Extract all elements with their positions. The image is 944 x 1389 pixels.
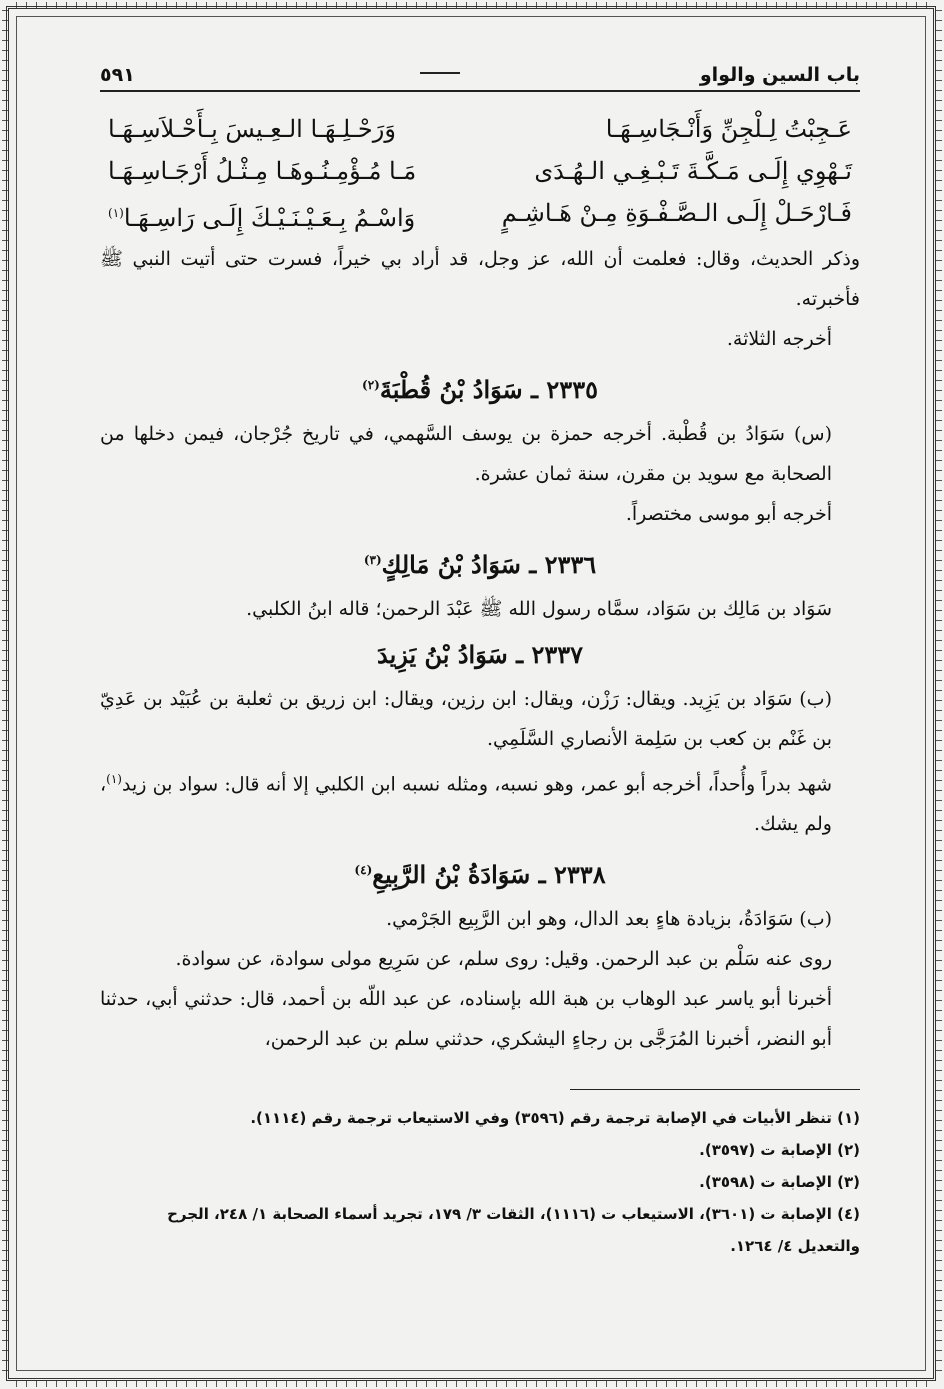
- hemistich-text: وَاسْـمُ بِـعَـيْـنَـيْـكَ إِلَـى رَاسِـهَـا: [123, 204, 416, 232]
- paragraph: أخرجه أبو موسى مختصراً.: [625, 503, 832, 525]
- hemistich-first: فَـارْحَـلْ إِلَـى الـصَّـفْـوَةِ مِـنْ هَـاشِـمٍ: [501, 199, 852, 227]
- verse: [100, 108, 860, 150]
- entry-title: ٢٣٣٥ ـ سَوَادُ بْنُ قُطْبَةَ: [379, 375, 598, 404]
- paragraph: سَوَاد بن مَالِك بن سَوَاد، سمَّاه رسول الله ﷺ عَبْدَ الرحمن؛ قاله ابنُ الكلبي.: [246, 598, 832, 620]
- page-content: [100, 60, 860, 1360]
- footnote-separator: [570, 1089, 860, 1090]
- paragraph: وذكر الحديث، وقال: فعلمت أن الله، عز وجل، قد أراد بي خيراً، فسرت حتى أتيت النبي ﷺ فأخبرته.: [100, 248, 860, 310]
- border-bottom: [10, 1381, 932, 1387]
- paragraph: (ب) سَوَادَةُ، بزيادة هاءٍ بعد الدال، وهو ابن الرَّبِيع الجَرْمي.: [386, 908, 832, 931]
- paragraph: (س) سَوَادُ بن قُطْبة. أخرجه حمزة بن يوسف السَّهمي، في تاريخ جُرْجان، فيمن دخلها من الصحابة مع سويد بن مقرن، سنة ثمان عشرة.: [100, 423, 832, 485]
- footnote-ref: (٣): [363, 553, 382, 567]
- hemistich-second: وَرَحْـلِـهَـا الـعِـيسَ بِـأَحْـلاَسِـهَـا: [108, 115, 396, 143]
- footnote: (٤) الإصابة ت (٣٦٠١)، الاستيعاب ت (١١١٦)، الثقات ٣/ ١٧٩، تجريد أسماء الصحابة ١/ ٢٤٨، الجرح والتعديل ٤/ ١٢٦٤.: [167, 1205, 860, 1256]
- hemistich-second: مَـا مُـؤْمِـنُـوهَـا مِـثْـلُ أَرْجَـاسِـهَـا: [108, 157, 417, 185]
- running-header: [100, 60, 860, 92]
- footnote-ref: (٤): [354, 863, 373, 878]
- entry-title: ٢٣٣٦ ـ سَوَادُ بْنُ مَالِكٍ: [381, 550, 597, 579]
- verse: [100, 150, 860, 192]
- hemistich-second: [108, 192, 415, 239]
- verse: [100, 192, 860, 239]
- footnote-ref: (٢): [362, 378, 380, 392]
- hemistich-first: تَـهْوِي إِلَـى مَـكَّـةَ تَـبْـغِـي الـهُـدَى: [534, 157, 852, 185]
- paragraph-text: شهد بدراً وأُحداً، أخرجه أبو عمر، وهو نسبه، ومثله نسبه ابن الكلبي إلا أنه قال: سواد بن زيد: [121, 773, 832, 796]
- paragraph: [100, 759, 860, 844]
- poem: [100, 108, 860, 239]
- paragraph: أخبرنا أبو ياسر عبد الوهاب بن هبة الله بإسناده، عن عبد اللّه بن أحمد، قال: حدثني أبي، حدثنا أبو النضر، أخبرنا المُرَجَّى بن رجاءٍ اليشكري، حدثني سلم بن عبد الرحمن،: [100, 988, 832, 1051]
- footnote: (٣) الإصابة ت (٣٥٩٨).: [699, 1173, 860, 1192]
- footnote-ref: (١): [106, 772, 122, 786]
- entry-title: ٢٣٣٨ ـ سَوَادَةُ بْنُ الرَّبِيعِ: [372, 860, 606, 890]
- hemistich-first: عَـجِبْتُ لِـلْجِنِّ وَأَنْـجَاسِـهَـا: [605, 115, 852, 143]
- paragraph: (ب) سَوَاد بن يَزِيد. ويقال: رَزْن، ويقال: ابن رزين، ويقال: ابن زريق بن ثعلبة بن عُبَيْد بن عَدِيّ بن غَنْم بن كعب بن سَلِمة الأنصاري السَّلَمِي.: [100, 688, 832, 750]
- header-rule: [420, 72, 460, 74]
- paragraph: أخرجه الثلاثة.: [726, 328, 832, 350]
- entry-heading-2338: [100, 848, 860, 897]
- entry-heading-2336: [100, 538, 860, 587]
- footnote-ref: (١): [108, 206, 124, 220]
- border-right: [936, 10, 942, 1377]
- page-number: ٥٩١: [100, 64, 135, 86]
- footnote: (١) تنظر الأبيات في الإصابة ترجمة رقم (٣٥٩٦) وفي الاستيعاب ترجمة رقم (١١١٤).: [250, 1109, 860, 1128]
- entry-heading-2337: [100, 633, 860, 677]
- entry-heading-2335: [100, 363, 860, 412]
- paragraph: روى عنه سَلْم بن عبد الرحمن. وقيل: روى سلم، عن سَرِيع مولى سوادة، عن سوادة.: [175, 948, 832, 971]
- footnote: (٢) الإصابة ت (٣٥٩٧).: [699, 1141, 860, 1160]
- entry-title: ٢٣٣٧ ـ سَوَادُ بْنُ يَزِيدَ: [376, 640, 584, 669]
- chapter-title: باب السين والواو: [699, 64, 860, 86]
- footnotes: [100, 1102, 860, 1262]
- paragraph-text: ، ولم يشك.: [100, 773, 832, 836]
